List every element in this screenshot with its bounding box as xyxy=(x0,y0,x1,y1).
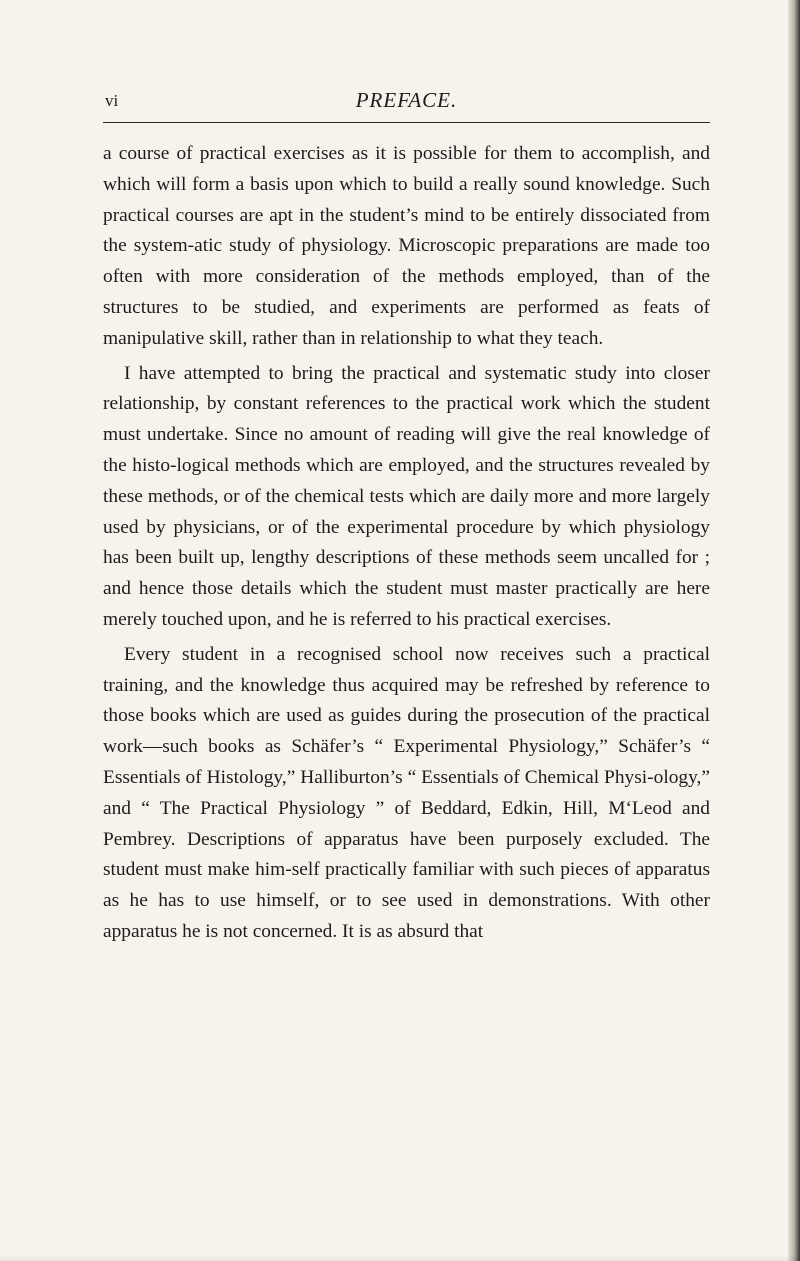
page-number: vi xyxy=(105,91,119,110)
paragraph-3: Every student in a recognised school now receives such a practical training, and the knowledge thus acquired may be refreshed by reference to those books which are used as guides during the prosecution of the practical work—such books as Schäfer’s “ Experimental Physiology,” Schäfer’s “ Essentials of Histology,” Halliburton’s “ Essentials of Chemical Physi-ology,” and “ The Practical Physiology ” of Beddard, Edkin, Hill, M‘Leod and Pembrey. Descriptions of apparatus have been purposely excluded. The student must make him-self practically familiar with such pieces of apparatus as he has to use himself, or to see used in demonstrations. With other apparatus he is not concerned. It is as absurd that xyxy=(103,643,710,942)
page-edge xyxy=(788,0,800,1261)
paragraph-1: a course of practical exercises as it is possible for them to accomplish, and which will form a basis upon which to build a really sound knowledge. Such practical courses are apt in the student’s mind to be entirely dissociated from the system-atic study of physiology. Microscopic preparations are made too often with more consideration of the methods employed, than of the structures to be studied, and experiments are performed as feats of manipulative skill, rather than in relationship to what they teach. xyxy=(103,143,710,349)
page-shadow xyxy=(0,1255,800,1261)
page-header xyxy=(103,84,710,124)
body-text xyxy=(103,139,710,948)
running-head: PREFACE. xyxy=(355,88,458,112)
header-rule xyxy=(103,122,710,123)
paragraph-2: I have attempted to bring the practical and systematic study into closer relationship, by constant references to the practical work which the student must undertake. Since no amount of reading will give the real knowledge of the histo-logical methods which are employed, and the structures revealed by these methods, or of the chemical tests which are daily more and more largely used by physicians, or of the experimental procedure by which physiology has been built up, lengthy descriptions of these methods seem uncalled for ; and hence those details which the student must master practically are here merely touched upon, and he is referred to his practical exercises. xyxy=(103,362,710,630)
